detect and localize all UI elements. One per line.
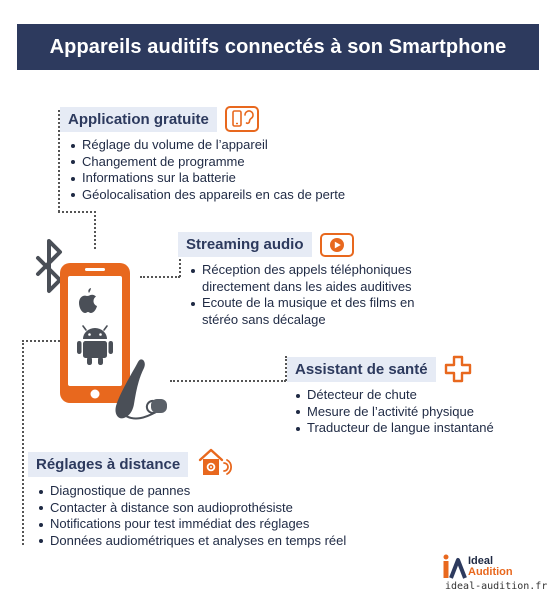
ideal-audition-logo-icon [442, 554, 468, 580]
connector-health [170, 380, 286, 382]
section-remote-list [38, 483, 346, 549]
medical-cross-icon [444, 355, 472, 383]
section-remote [28, 452, 346, 549]
list-item: Diagnostique de pannes [38, 483, 346, 500]
section-health [287, 355, 494, 437]
list-item: Notifications pour test immédiat des réglages [38, 516, 346, 533]
play-icon [320, 233, 354, 257]
list-item: Géolocalisation des appareils en cas de perte [70, 187, 345, 204]
list-item: Réception des appels téléphoniques directement dans les aides auditives [190, 262, 450, 295]
list-item: Changement de programme [70, 154, 345, 171]
list-item: Traducteur de langue instantané [295, 420, 494, 437]
connector-remote-v [22, 340, 24, 545]
list-item: Détecteur de chute [295, 387, 494, 404]
smartphone-illustration [30, 236, 180, 426]
list-item: Informations sur la batterie [70, 170, 345, 187]
brand-logo [440, 552, 550, 594]
section-streaming [178, 232, 450, 328]
home-settings-icon [196, 447, 234, 477]
phone-ear-icon [225, 106, 259, 132]
list-item: Contacter à distance son audioprothésiste [38, 500, 346, 517]
section-health-list [295, 387, 494, 437]
list-item: Ecoute de la musique et des films en stéréo sans décalage [190, 295, 450, 328]
list-item: Données audiométriques et analyses en temps réel [38, 533, 346, 550]
brand-url: ideal-audition.fr [445, 581, 548, 592]
list-item: Mesure de l’activité physique [295, 404, 494, 421]
list-item: Réglage du volume de l’appareil [70, 137, 345, 154]
section-remote-heading: Réglages à distance [28, 452, 188, 477]
title-banner [17, 24, 539, 70]
section-app-heading: Application gratuite [60, 107, 217, 132]
section-streaming-list [190, 262, 450, 328]
brand-name-line2: Audition [468, 566, 513, 578]
section-streaming-heading: Streaming audio [178, 232, 312, 257]
brand-name-line1: Ideal [468, 555, 494, 567]
section-app-list [70, 137, 345, 203]
bluetooth-icon [38, 241, 60, 291]
connector-app-h [58, 211, 96, 213]
section-health-heading: Assistant de santé [287, 357, 436, 382]
page-title: Appareils auditifs connectés à son Smartphone [49, 35, 507, 58]
section-app [60, 106, 345, 203]
